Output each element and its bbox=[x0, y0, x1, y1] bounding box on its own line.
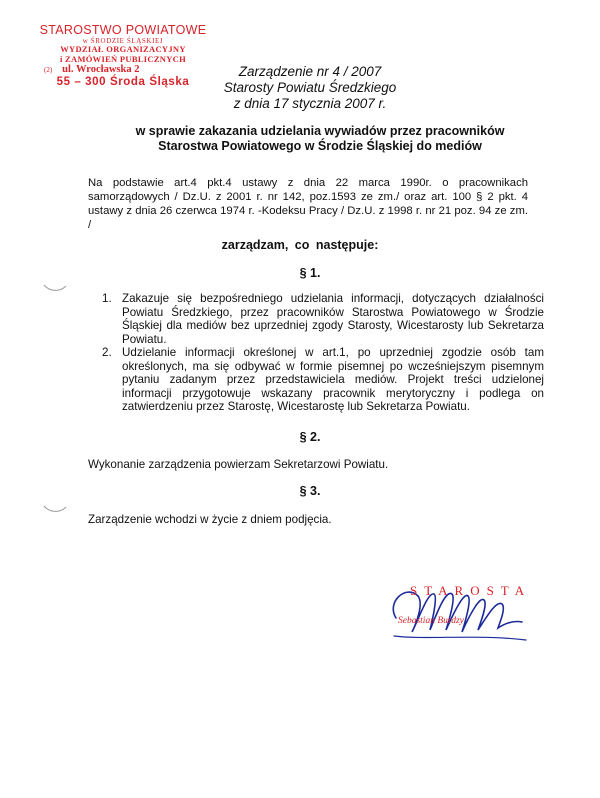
document-date: z dnia 17 stycznia 2007 r. bbox=[233, 96, 387, 111]
stamp-line-department: WYDZIAŁ ORGANIZACYJNY bbox=[60, 44, 186, 55]
stamp-line-procurement: i ZAMÓWIEŃ PUBLICZNYCH bbox=[59, 53, 187, 64]
document-subject bbox=[110, 124, 530, 154]
list-item bbox=[102, 346, 544, 414]
stamp-line-town: w ŚRODZIE ŚLĄSKIEJ bbox=[82, 36, 164, 45]
document-issuer: Starosty Powiatu Średzkiego bbox=[223, 80, 397, 95]
signature-label: STAROSTA bbox=[410, 583, 532, 598]
list-item bbox=[102, 292, 544, 346]
office-stamp bbox=[38, 24, 208, 88]
ordering-clause: zarządzam, co następuje: bbox=[221, 238, 379, 252]
stamp-line-prefix: (2) bbox=[44, 66, 53, 75]
list-item-number: 1. bbox=[102, 292, 112, 305]
section-3-heading: § 3. bbox=[299, 484, 321, 498]
stamp-line-street bbox=[38, 64, 208, 76]
list-item-text: Zakazuje się bezpośredniego udzielania informacji, dotyczących działalności Powiatu Średzkiego, przez pracowników Starostwa Powiatowego w Środzie Śląskiej dla mediów bez uprzedniej zgody Starosty, Wicestarosty lub Sekretarza Powiatu. bbox=[122, 292, 544, 346]
document-title: Zarządzenie nr 4 / 2007 bbox=[238, 64, 382, 79]
section-2-heading: § 2. bbox=[299, 430, 321, 444]
scan-mark bbox=[42, 503, 68, 515]
signature-name: Sebastian Burdzy bbox=[398, 616, 464, 626]
list-item-number: 2. bbox=[102, 346, 112, 359]
stamp-street: ul. Wrocławska 2 bbox=[62, 64, 140, 76]
subject-line-2: Starostwa Powiatowego w Środzie Śląskiej do mediów bbox=[158, 139, 482, 153]
list-item-text: Udzielanie informacji określonej w art.1, po uprzedniej zgodzie osób tam określonych, ma się odbywać w formie pisemnej po wcześniejszym pisemnym pytaniu zadanym przez przedstawiciela mediów. Projekt treści udzielonej informacji przygotowuje wskazany pracownik merytoryczny i podlega on zatwierdzeniu przez Starostę, Wicestarostę lub Sekretarza Powiatu. bbox=[122, 346, 544, 413]
scan-mark bbox=[42, 282, 68, 294]
section-1-heading: § 1. bbox=[299, 266, 321, 280]
document-header bbox=[200, 64, 420, 112]
section-2-text: Wykonanie zarządzenia powierzam Sekretarzowi Powiatu. bbox=[88, 458, 389, 471]
subject-line-1: w sprawie zakazania udzielania wywiadów przez pracowników bbox=[135, 124, 505, 138]
stamp-line-office: STAROSTWO POWIATOWE bbox=[39, 23, 207, 37]
legal-basis: Na podstawie art.4 pkt.4 ustawy z dnia 22 marca 1990r. o pracownikach samorządowych / Dz.U. z 2001 r. nr 142, poz.1593 ze zm./ oraz art. 100 § 2 pkt. 4 ustawy z dnia 26 czerwca 1974 r. -Kodeksu Pracy / Dz.U. z 1998 r. nr 21 poz. 94 ze zm. / bbox=[88, 177, 528, 231]
section-1-list bbox=[102, 292, 544, 414]
stamp-line-postcode: 55 – 300 Środa Śląska bbox=[56, 75, 190, 88]
section-3-text: Zarządzenie wchodzi w życie z dniem podjęcia. bbox=[88, 513, 332, 526]
